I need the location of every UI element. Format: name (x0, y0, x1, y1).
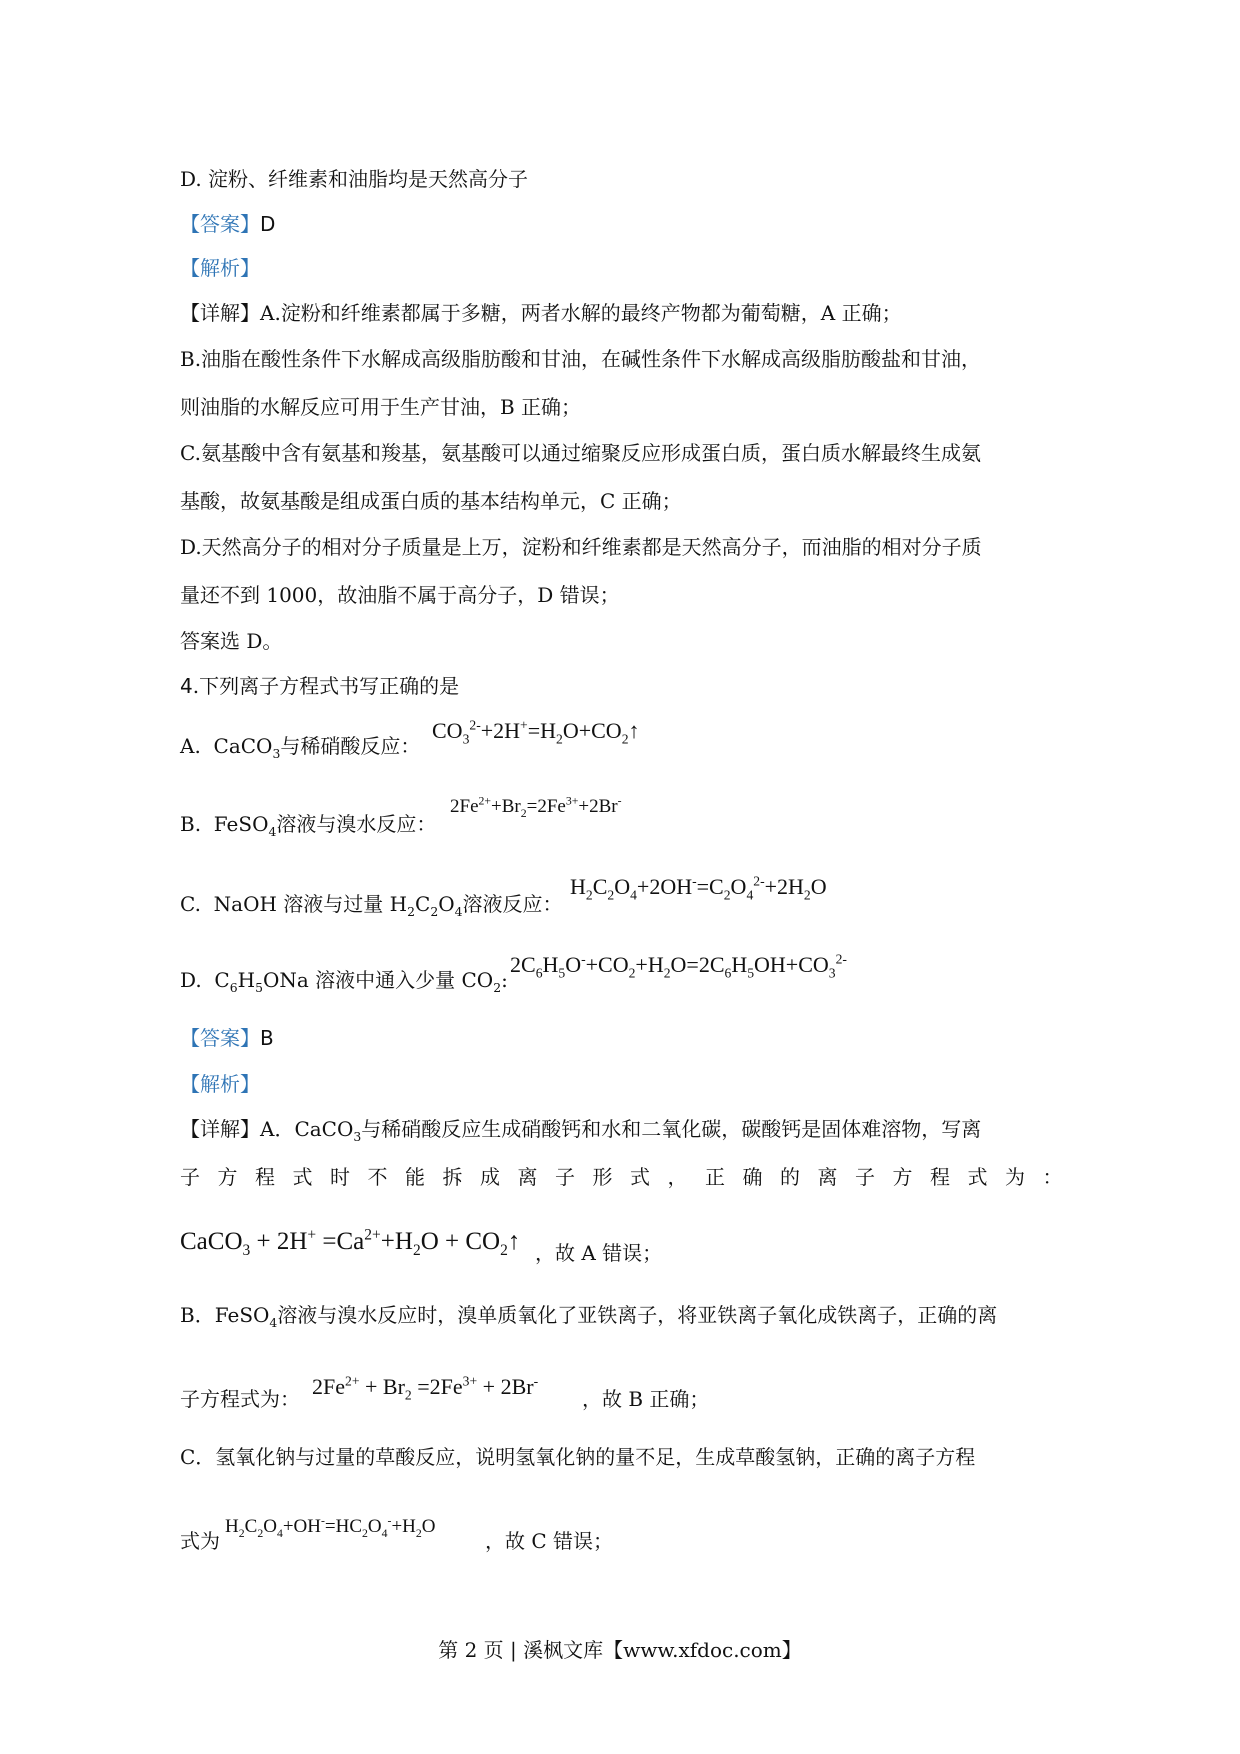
answer-label: 【答案】 (180, 212, 260, 236)
equation-detail-c: $H_2C_2O_4+OH^-=HC_2O_4^-+H_2O$ (225, 1514, 436, 1540)
q4-detail-b-end: ，故 B 正确； (582, 1387, 710, 1411)
q4-detail-a-end: ，故 A 错误； (535, 1241, 663, 1265)
question-text: .下列离子方程式书写正确的是 (192, 674, 460, 698)
equation-c: $H_2C_2O_4+2OH^-=C_2O_4^{2-}+2H_2O$ (570, 873, 827, 903)
q4-detail-b: B．FeSO$_4$溶液与溴水反应时，溴单质氧化了亚铁离子，将亚铁离子氧化成铁离子，正确的离 (180, 1303, 998, 1330)
page-footer: 第 2 页 | 溪枫文库【www.xfdoc.com】 (438, 1638, 802, 1662)
q3-detail-7: 量还不到 1000，故油脂不属于高分子，D 错误； (180, 583, 620, 607)
q3-answer (180, 211, 275, 237)
q4-detail-c-end: ，故 C 错误； (485, 1529, 614, 1553)
q4-option-d: D. $C_6H_5ONa$ 溶液中通入少量 $CO_2$: (180, 968, 508, 995)
q4-detail-c-cont: 式为 (180, 1529, 220, 1553)
q4-option-c: C. NaOH 溶液与过量 $H_2C_2O_4$溶液反应： (180, 892, 563, 919)
equation-b: $2Fe^{2+}+Br_2=2Fe^{3+}+2Br^-$ (450, 794, 622, 820)
q3-detail-4: C.氨基酸中含有氨基和羧基，氨基酸可以通过缩聚反应形成蛋白质，蛋白质水解最终生成氨 (180, 441, 981, 465)
q3-conclusion: 答案选 D。 (180, 629, 283, 653)
q4-option-a: A. CaCO$_3$与稀硝酸反应： (180, 734, 421, 761)
equation-d: $2C_6H_5O^-+CO_2+H_2O=2C_6H_5OH+CO_3^{2-}$ (510, 951, 847, 981)
q4-analysis-label: 【解析】 (180, 1072, 260, 1096)
answer-value: B (260, 1026, 274, 1050)
equation-a: $CO_3^{2-}+2H^+=H_2O+CO_2↑$ (432, 717, 640, 747)
answer-value: D (260, 212, 276, 236)
q4-stem (180, 673, 459, 699)
q4-detail-b-cont: 子方程式为： (180, 1387, 300, 1411)
q3-option-d: D. 淀粉、纤维素和油脂均是天然高分子 (180, 167, 529, 191)
q3-detail-2: B.油脂在酸性条件下水解成高级脂肪酸和甘油，在碱性条件下水解成高级脂肪酸盐和甘油， (180, 347, 982, 371)
q4-detail-a-cont: 子方程式时不能拆成离子形式，正确的离子方程式为： (180, 1165, 1080, 1189)
q3-detail-6: D.天然高分子的相对分子质量是上万，淀粉和纤维素都是天然高分子，而油脂的相对分子质 (180, 535, 982, 559)
equation-detail-b: $2Fe^{2+} + Br_2 =2Fe^{3+} + 2Br^-$ (312, 1373, 539, 1403)
equation-detail-a: CaCO$_3$ + $2H^+ =Ca^{2+}+H_2O$ + $CO_2↑$ (180, 1226, 521, 1259)
q3-analysis-label: 【解析】 (180, 256, 260, 280)
question-number: 4 (180, 674, 193, 698)
answer-label: 【答案】 (180, 1026, 260, 1050)
q4-detail-c: C．氢氧化钠与过量的草酸反应，说明氢氧化钠的量不足，生成草酸氢钠，正确的离子方程 (180, 1445, 976, 1469)
q4-answer (180, 1025, 274, 1051)
q4-option-b: B. FeSO$_4$溶液与溴水反应： (180, 812, 437, 839)
q3-detail-5: 基酸，故氨基酸是组成蛋白质的基本结构单元，C 正确； (180, 489, 682, 513)
q3-detail-3: 则油脂的水解反应可用于生产甘油，B 正确； (180, 395, 582, 419)
q4-detail-a: 【详解】A．CaCO$_3$与稀硝酸反应生成硝酸钙和水和二氧化碳，碳酸钙是固体难溶物，写离 (180, 1117, 982, 1144)
q3-detail-1: 【详解】A.淀粉和纤维素都属于多糖，两者水解的最终产物都为葡萄糖，A 正确； (180, 301, 902, 325)
